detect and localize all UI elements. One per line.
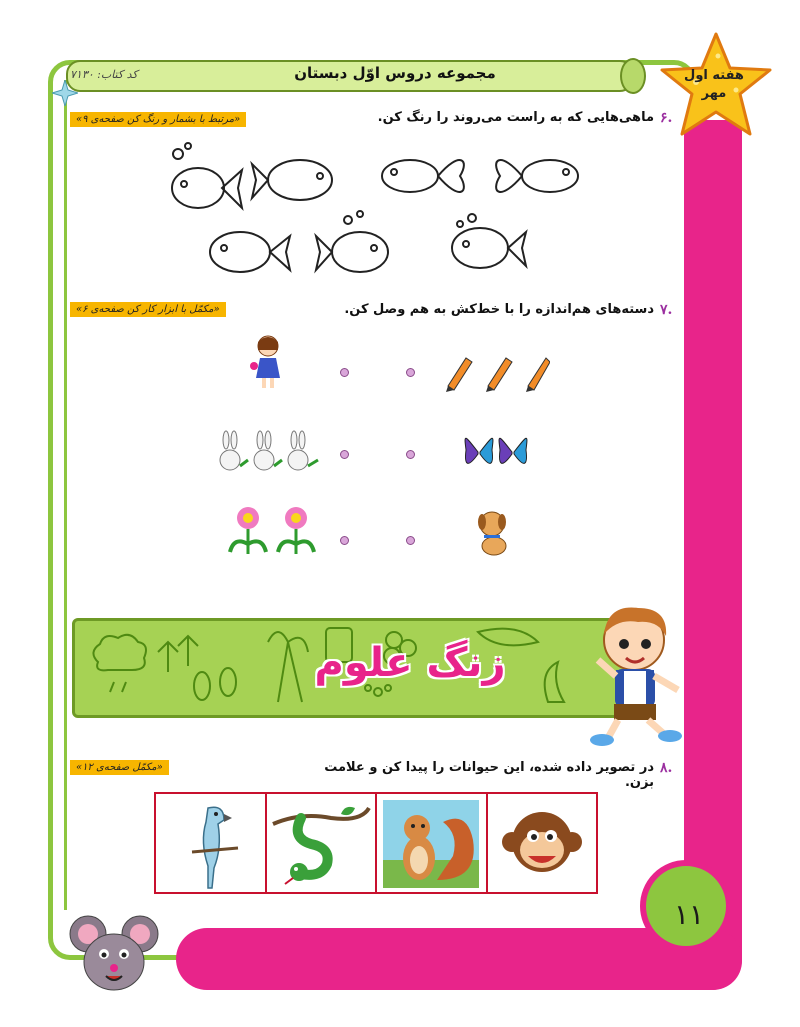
squirrel-icon [383,800,479,888]
question-8-number: ۸. [660,760,673,776]
girl-icon [248,332,288,392]
science-banner-title: زنگ علوم [314,640,506,686]
question-7-reference: «مکمّل با ابزار کار کن صفحه‌ی ۶» [70,302,226,317]
fish-illustrations [160,140,600,290]
question-6-reference: «مرتبط با بشمار و رنگ کن صفحه‌ی ۹» [70,112,246,127]
frame-inner-line [64,80,67,910]
question-8-reference: «مکمّل صفحه‌ی ۱۲» [70,760,169,775]
fish-icon [172,143,578,272]
animal-cell-parrot[interactable] [156,794,265,892]
rabbits-icon [214,430,322,474]
mouse-character-icon [66,912,162,994]
animal-cell-monkey[interactable] [486,794,597,892]
monkey-icon [500,802,584,886]
snake-icon [271,798,371,890]
page-number: ۱۱ [673,898,705,931]
book-code: کد کتاب: ۷۱۳۰ [70,68,138,81]
question-7-text: دسته‌های هم‌اندازه را با خط‌کش به هم وصل کن. [344,302,654,317]
animal-cell-snake[interactable] [265,794,376,892]
parrot-icon [178,798,244,890]
footprint-icon [194,672,210,700]
header-scroll-roll [620,58,646,94]
page-title: مجموعه دروس اوّل دبستان [294,64,496,82]
flowers-icon [226,504,322,558]
star-badge-icon [656,30,776,140]
week-badge-line1: هفته اول [684,68,744,83]
dog-icon [474,508,514,556]
boy-character-icon [578,600,688,750]
week-badge-line2: مهر [701,86,727,101]
match-dot-left[interactable] [340,536,349,545]
animal-cell-squirrel[interactable] [375,794,486,892]
match-dot-right[interactable] [406,450,415,459]
match-dot-left[interactable] [340,450,349,459]
animal-grid [154,792,598,894]
question-6-text: ماهی‌هایی که به راست می‌روند را رنگ کن. [377,110,654,125]
question-6-number: ۶. [660,110,673,126]
pencils-icon [444,350,550,392]
butterflies-icon [462,432,532,472]
cloud-icon [93,635,146,671]
question-7-number: ۷. [660,302,673,318]
match-dot-right[interactable] [406,536,415,545]
question-8-text: در تصویر داده شده، این حیوانات را پیدا کن و علامت بزن. [324,760,654,790]
match-dot-left[interactable] [340,368,349,377]
match-dot-right[interactable] [406,368,415,377]
